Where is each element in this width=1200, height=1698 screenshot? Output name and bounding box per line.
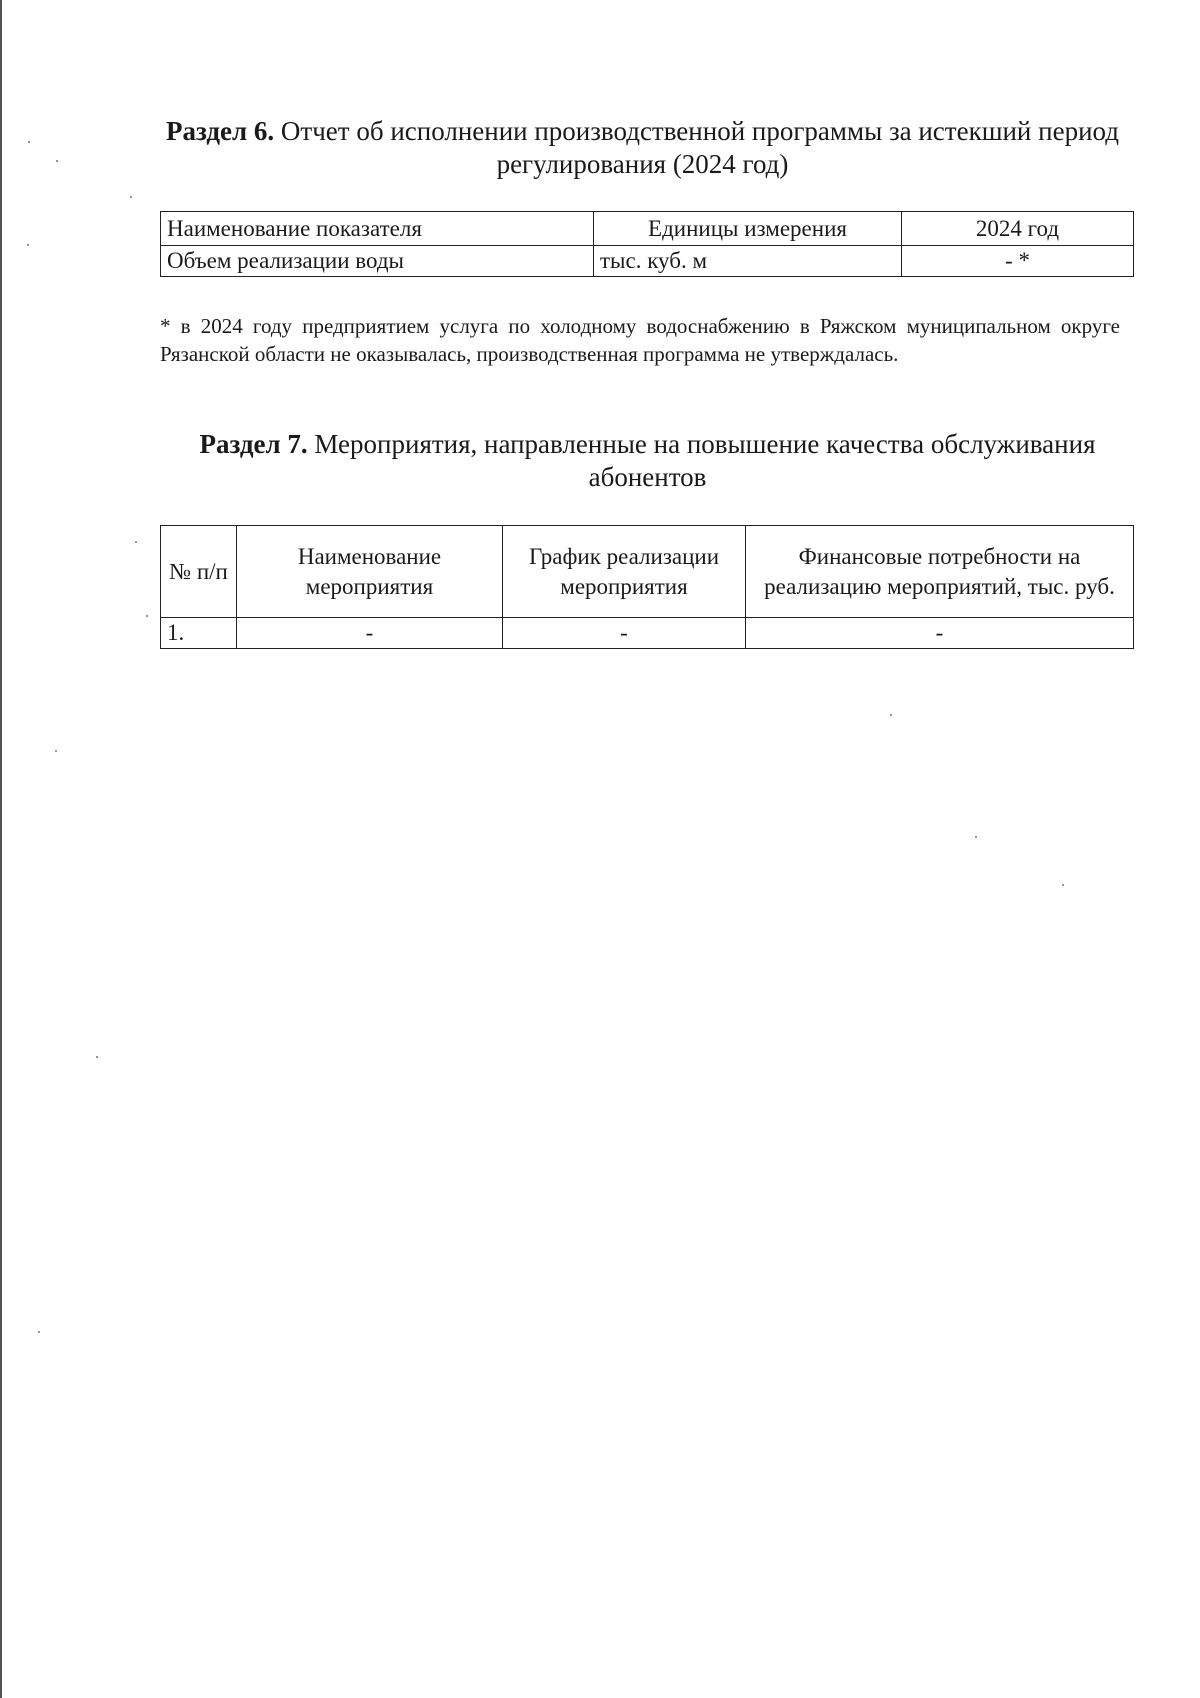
scan-speck bbox=[890, 714, 892, 716]
scan-speck bbox=[38, 1331, 40, 1333]
header-indicator: Наименование показателя bbox=[161, 212, 594, 246]
scan-speck bbox=[28, 141, 30, 143]
scan-speck bbox=[1062, 884, 1064, 886]
cell-value: - * bbox=[902, 246, 1134, 277]
cell-financial-needs: - bbox=[746, 618, 1134, 649]
footnote: * в 2024 году предприятием услуга по холодному водоснабжению в Ряжском муниципальном округе Рязанской области не оказывалась, производственная программа не утверждалась. bbox=[160, 314, 1120, 366]
scan-speck bbox=[975, 836, 977, 838]
header-measure-name: Наименование мероприятия bbox=[237, 526, 503, 618]
section-7-title: Мероприятия, направленные на повышение качества обслуживания абонентов bbox=[314, 429, 1096, 492]
section-7-heading bbox=[160, 428, 1135, 494]
scan-speck bbox=[130, 196, 132, 198]
header-number: № п/п bbox=[161, 526, 237, 618]
header-units: Единицы измерения bbox=[594, 212, 902, 246]
table-row bbox=[161, 618, 1134, 649]
cell-number: 1. bbox=[161, 618, 237, 649]
section-6-title: Отчет об исполнении производственной программы за истекший период регулирования (2024 год) bbox=[280, 116, 1119, 179]
table-row bbox=[161, 246, 1134, 277]
scan-speck bbox=[55, 750, 57, 752]
cell-schedule: - bbox=[503, 618, 746, 649]
header-year: 2024 год bbox=[902, 212, 1134, 246]
section-6-label: Раздел 6. bbox=[166, 116, 275, 146]
scan-edge-line bbox=[0, 0, 2, 1698]
table-header-row bbox=[161, 526, 1134, 618]
scan-speck bbox=[27, 244, 29, 246]
section-6-heading bbox=[150, 115, 1135, 181]
scan-speck bbox=[146, 615, 148, 617]
production-program-table bbox=[160, 211, 1134, 277]
header-financial-needs: Финансовые потребности на реализацию мероприятий, тыс. руб. bbox=[746, 526, 1134, 618]
scan-speck bbox=[96, 1056, 98, 1058]
header-schedule: График реализации мероприятия bbox=[503, 526, 746, 618]
table-header-row bbox=[161, 212, 1134, 246]
section-7-label: Раздел 7. bbox=[199, 429, 308, 459]
cell-measure-name: - bbox=[237, 618, 503, 649]
cell-indicator: Объем реализации воды bbox=[161, 246, 594, 277]
scan-speck bbox=[56, 160, 58, 162]
scan-speck bbox=[135, 541, 137, 543]
cell-units: тыс. куб. м bbox=[594, 246, 902, 277]
measures-table bbox=[160, 525, 1134, 649]
